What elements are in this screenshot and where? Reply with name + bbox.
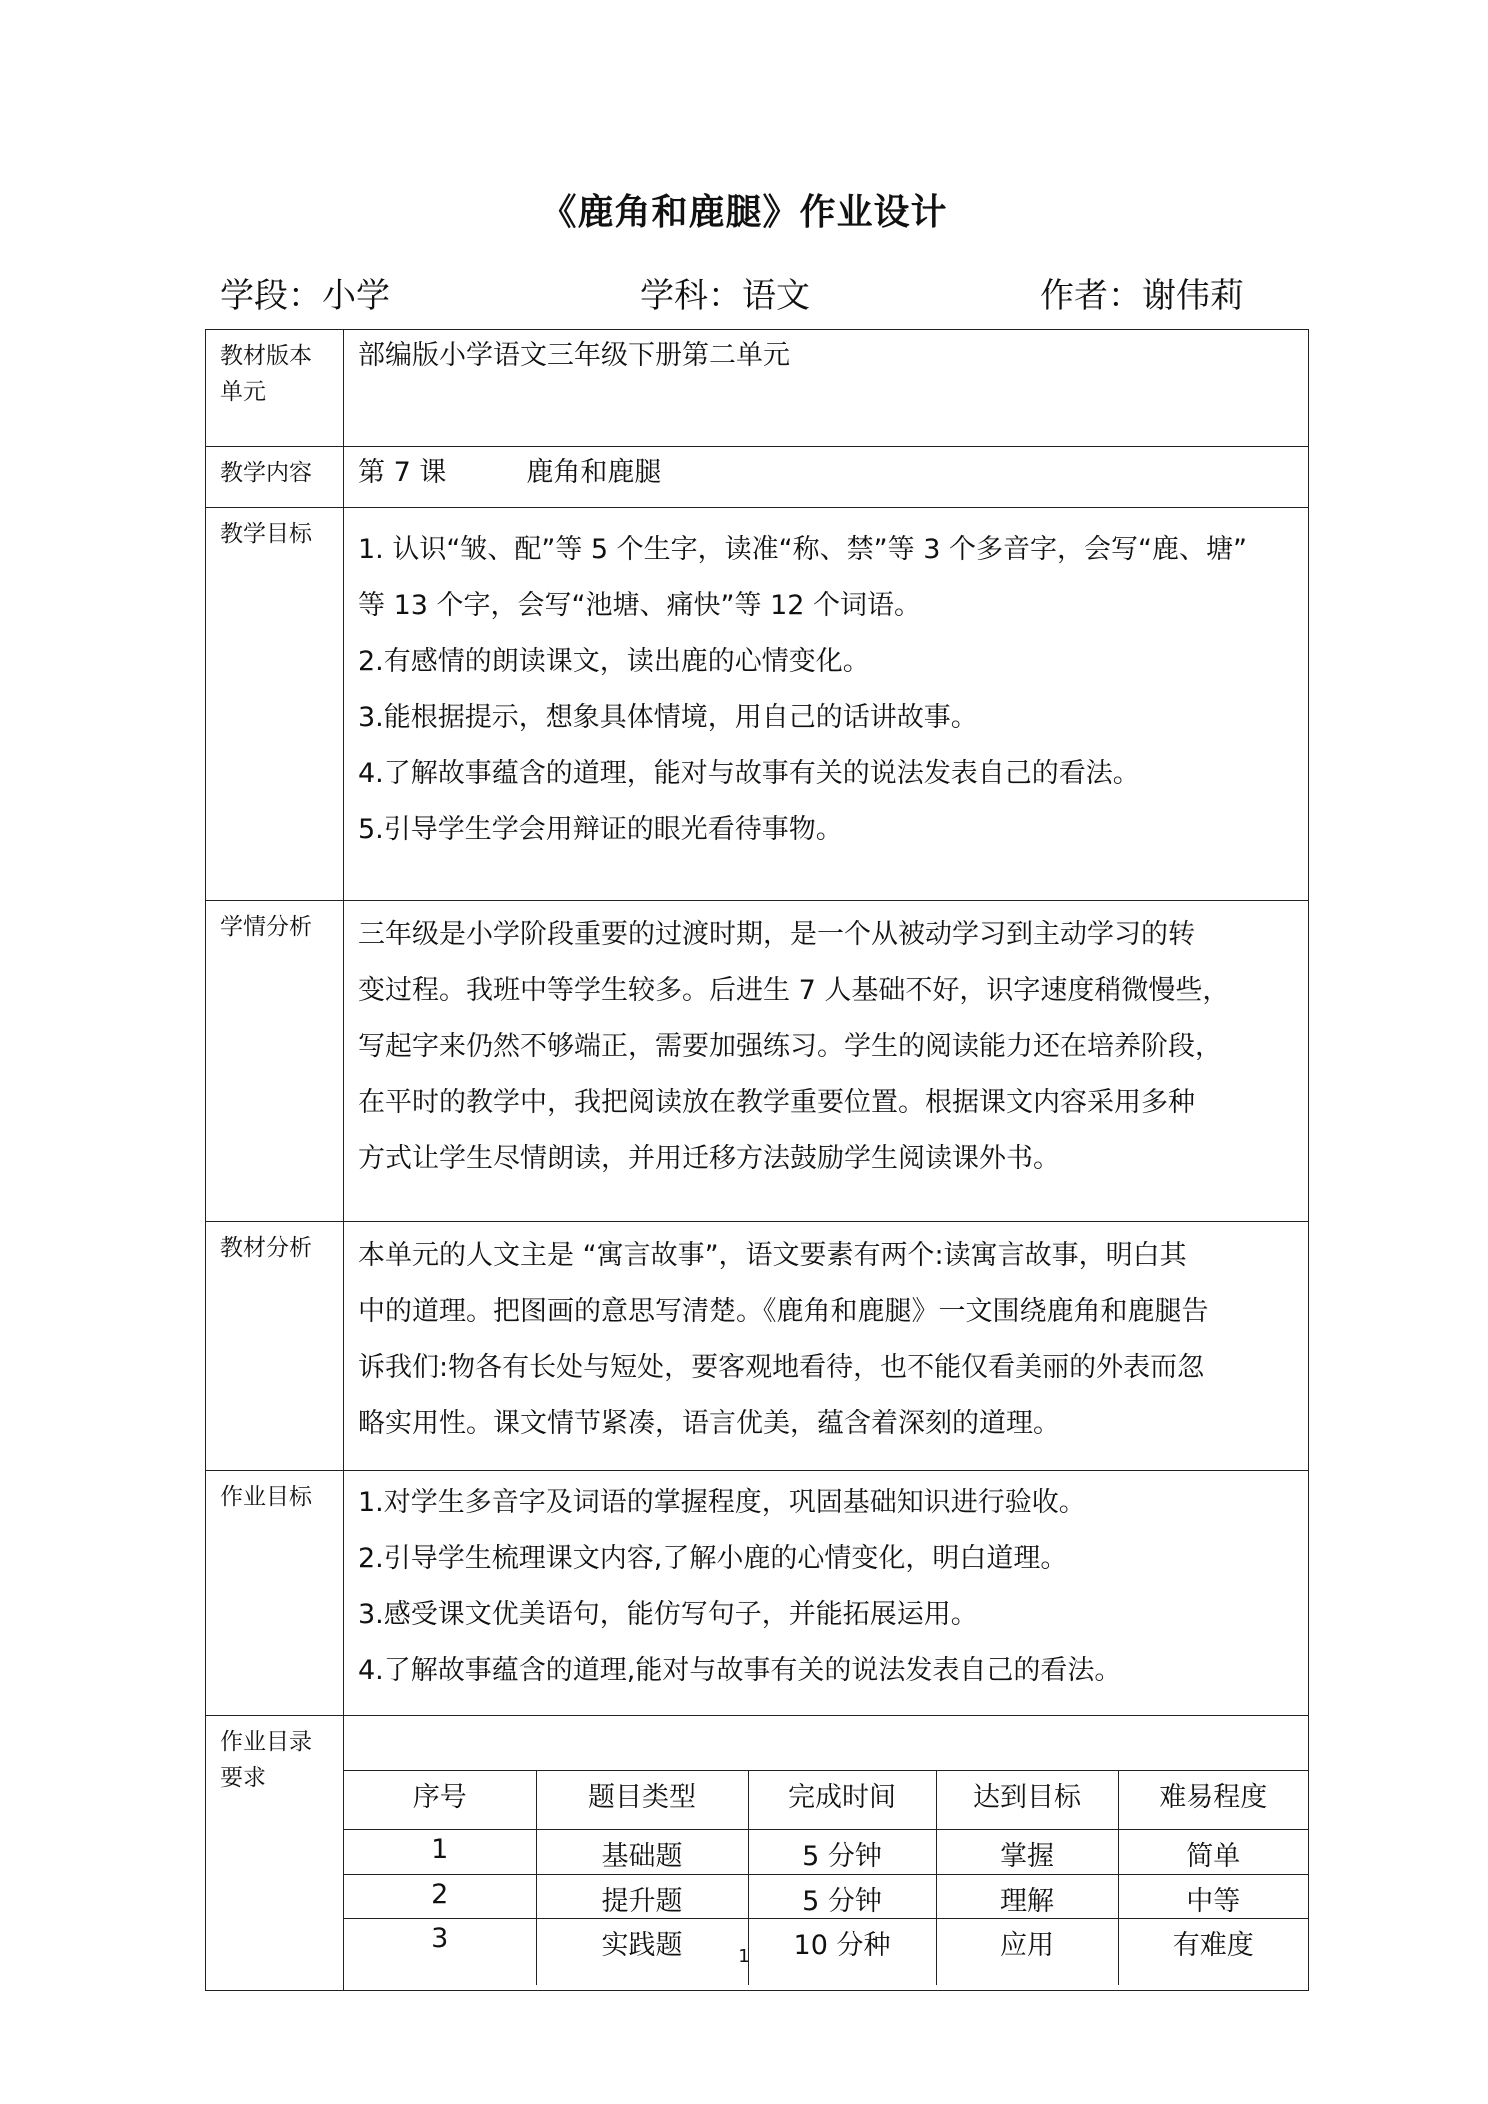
table-cell: 掌握 [936, 1830, 1118, 1875]
homework-goal-line: 2.引导学生梳理课文内容,了解小鹿的心情变化，明白道理。 [358, 1543, 1068, 1574]
table-cell: 5 分钟 [748, 1875, 936, 1919]
page-number: 1 [738, 1946, 750, 1967]
label-homework-list: 作业目录要求 [206, 1716, 344, 1991]
lesson-number: 第 7 课 [358, 457, 447, 488]
row-teaching-content [206, 447, 1309, 508]
header-cell: 达到目标 [936, 1771, 1118, 1830]
lesson-name: 鹿角和鹿腿 [526, 457, 662, 488]
situation-line: 在平时的教学中，我把阅读放在教学重要位置。根据课文内容采用多种 [358, 1087, 1195, 1118]
design-table [205, 329, 1309, 1991]
table-cell: 理解 [936, 1875, 1118, 1919]
homework-list-header [344, 1771, 1308, 1830]
label-learning-situation: 学情分析 [206, 901, 344, 1222]
table-cell: 有难度 [1118, 1919, 1308, 1986]
header-cell: 题目类型 [536, 1771, 748, 1830]
goal-line: 等 13 个字，会写“池塘、痛快”等 12 个词语。 [358, 590, 922, 621]
label-textbook-version: 教材版本单元 [206, 330, 344, 447]
table-cell: 实践题 [536, 1919, 748, 1986]
table-cell: 简单 [1118, 1830, 1308, 1875]
analysis-line: 本单元的人文主是 “寓言故事”，语文要素有两个:读寓言故事，明白其 [358, 1240, 1187, 1271]
document-title: 《鹿角和鹿腿》作业设计 [540, 192, 948, 233]
table-cell: 3 [344, 1919, 536, 1986]
situation-line: 写起字来仍然不够端正，需要加强练习。学生的阅读能力还在培养阶段， [358, 1031, 1222, 1062]
goal-line: 1. 认识“皱、配”等 5 个生字，读准“称、禁”等 3 个多音字，会写“鹿、塘” [358, 534, 1247, 565]
table-row [344, 1830, 1308, 1875]
situation-line: 方式让学生尽情朗读，并用迁移方法鼓励学生阅读课外书。 [358, 1143, 1060, 1174]
goal-line: 4.了解故事蕴含的道理，能对与故事有关的说法发表自己的看法。 [358, 758, 1140, 789]
meta-author: 作者：谢伟莉 [1040, 276, 1244, 316]
label-teaching-content: 教学内容 [206, 447, 344, 508]
goal-line: 2.有感情的朗读课文，读出鹿的心情变化。 [358, 646, 870, 677]
label-teaching-goals: 教学目标 [206, 508, 344, 901]
situation-line: 变过程。我班中等学生较多。后进生 7 人基础不好，识字速度稍微慢些， [358, 975, 1230, 1006]
meta-stage: 学段：小学 [220, 276, 390, 316]
meta-subject: 学科：语文 [640, 276, 810, 316]
table-cell: 中等 [1118, 1875, 1308, 1919]
label-textbook-analysis: 教材分析 [206, 1222, 344, 1471]
label-homework-goals: 作业目标 [206, 1471, 344, 1716]
table-cell: 2 [344, 1875, 536, 1919]
table-cell: 1 [344, 1830, 536, 1875]
header-cell: 难易程度 [1118, 1771, 1308, 1830]
analysis-line: 略实用性。课文情节紧凑，语言优美，蕴含着深刻的道理。 [358, 1408, 1060, 1439]
row-teaching-goals [206, 508, 1309, 901]
row-learning-situation [206, 901, 1309, 1222]
table-cell: 10 分种 [748, 1919, 936, 1986]
goal-line: 5.引导学生学会用辩证的眼光看待事物。 [358, 814, 843, 845]
header-cell: 序号 [344, 1771, 536, 1830]
table-cell: 应用 [936, 1919, 1118, 1986]
table-cell: 基础题 [536, 1830, 748, 1875]
homework-goal-line: 1.对学生多音字及词语的掌握程度，巩固基础知识进行验收。 [358, 1487, 1086, 1518]
row-homework-goals [206, 1471, 1309, 1716]
table-row [344, 1875, 1308, 1919]
row-textbook-version [206, 330, 1309, 447]
homework-goal-line: 3.感受课文优美语句，能仿写句子，并能拓展运用。 [358, 1599, 978, 1630]
row-textbook-analysis [206, 1222, 1309, 1471]
textbook-version-text: 部编版小学语文三年级下册第二单元 [358, 340, 790, 371]
table-cell: 提升题 [536, 1875, 748, 1919]
analysis-line: 诉我们:物各有长处与短处，要客观地看待，也不能仅看美丽的外表而忽 [358, 1352, 1205, 1383]
homework-goal-line: 4.了解故事蕴含的道理,能对与故事有关的说法发表自己的看法。 [358, 1655, 1122, 1686]
situation-line: 三年级是小学阶段重要的过渡时期，是一个从被动学习到主动学习的转 [358, 919, 1195, 950]
analysis-line: 中的道理。把图画的意思写清楚。《鹿角和鹿腿》一文围绕鹿角和鹿腿告 [358, 1296, 1209, 1327]
header-cell: 完成时间 [748, 1771, 936, 1830]
goal-line: 3.能根据提示，想象具体情境，用自己的话讲故事。 [358, 702, 978, 733]
table-cell: 5 分钟 [748, 1830, 936, 1875]
